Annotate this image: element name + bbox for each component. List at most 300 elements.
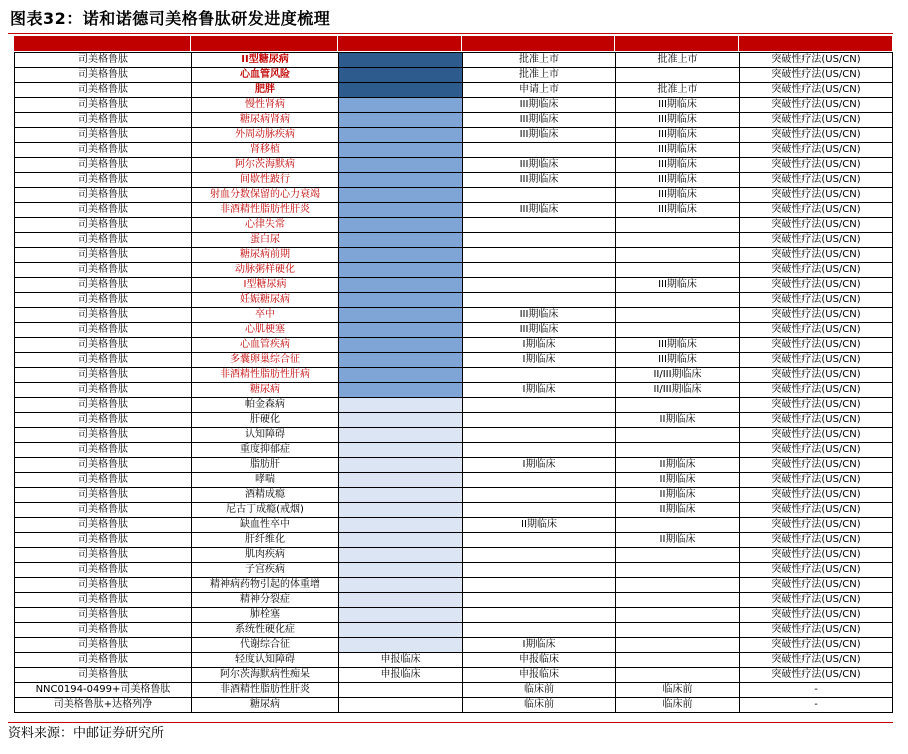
table-row: [15, 218, 893, 233]
header-cell-stage-c: [615, 36, 739, 51]
stage-cell-c: 批准上市: [616, 83, 740, 98]
indication-cell: 心血管疾病: [192, 338, 339, 353]
stage-cell-b: [463, 233, 616, 248]
stage-cell-b: II期临床: [463, 518, 616, 533]
indication-cell: 间歇性跛行: [192, 173, 339, 188]
source-note: 资料来源：中邮证券研究所: [8, 722, 893, 745]
table-row: [15, 563, 893, 578]
stage-cell-a: [339, 398, 463, 413]
table-row: [15, 473, 893, 488]
table-row: [15, 518, 893, 533]
stage-cell-a: [339, 278, 463, 293]
indication-cell: 哮喘: [192, 473, 339, 488]
stage-cell-a: [339, 638, 463, 653]
indication-cell: II型糖尿病: [192, 53, 339, 68]
drug-cell: 司美格鲁肽: [15, 548, 192, 563]
designation-cell: 突破性疗法(US/CN): [740, 218, 893, 233]
stage-cell-c: 临床前: [616, 698, 740, 713]
stage-cell-c: III期临床: [616, 158, 740, 173]
stage-cell-c: [616, 623, 740, 638]
designation-cell: 突破性疗法(US/CN): [740, 128, 893, 143]
stage-cell-c: III期临床: [616, 203, 740, 218]
indication-cell: 阿尔茨海默病: [192, 158, 339, 173]
table-row: [15, 443, 893, 458]
indication-cell: 肥胖: [192, 83, 339, 98]
drug-cell: 司美格鲁肽: [15, 638, 192, 653]
stage-cell-b: III期临床: [463, 323, 616, 338]
drug-cell: 司美格鲁肽: [15, 53, 192, 68]
drug-cell: 司美格鲁肽: [15, 98, 192, 113]
indication-cell: 肾移植: [192, 143, 339, 158]
table-row: [15, 278, 893, 293]
stage-cell-b: [463, 608, 616, 623]
stage-cell-a: [339, 143, 463, 158]
stage-cell-c: [616, 218, 740, 233]
designation-cell: 突破性疗法(US/CN): [740, 53, 893, 68]
stage-cell-b: [463, 413, 616, 428]
stage-cell-b: I期临床: [463, 638, 616, 653]
table-row: [15, 143, 893, 158]
indication-cell: 外周动脉疾病: [192, 128, 339, 143]
stage-cell-b: 申报临床: [463, 653, 616, 668]
stage-cell-a: 申报临床: [339, 668, 463, 683]
stage-cell-a: [339, 683, 463, 698]
table-header-bar: [14, 36, 892, 51]
stage-cell-a: [339, 623, 463, 638]
stage-cell-c: [616, 668, 740, 683]
stage-cell-a: [339, 173, 463, 188]
drug-cell: 司美格鲁肽: [15, 668, 192, 683]
stage-cell-a: [339, 608, 463, 623]
drug-cell: 司美格鲁肽: [15, 473, 192, 488]
drug-cell: 司美格鲁肽: [15, 623, 192, 638]
table-row: [15, 248, 893, 263]
designation-cell: 突破性疗法(US/CN): [740, 473, 893, 488]
indication-cell: 代谢综合征: [192, 638, 339, 653]
table-row: [15, 623, 893, 638]
stage-cell-b: III期临床: [463, 203, 616, 218]
stage-cell-c: III期临床: [616, 338, 740, 353]
designation-cell: 突破性疗法(US/CN): [740, 98, 893, 113]
indication-cell: 非酒精性脂肪性肝炎: [192, 683, 339, 698]
designation-cell: 突破性疗法(US/CN): [740, 158, 893, 173]
indication-cell: 阿尔茨海默病性痴呆: [192, 668, 339, 683]
stage-cell-a: [339, 53, 463, 68]
table-row: [15, 368, 893, 383]
stage-cell-b: [463, 593, 616, 608]
indication-cell: 系统性硬化症: [192, 623, 339, 638]
stage-cell-a: [339, 83, 463, 98]
stage-cell-b: III期临床: [463, 158, 616, 173]
designation-cell: 突破性疗法(US/CN): [740, 413, 893, 428]
stage-cell-a: [339, 113, 463, 128]
table-row: [15, 68, 893, 83]
indication-cell: 动脉粥样硬化: [192, 263, 339, 278]
drug-cell: 司美格鲁肽+达格列净: [15, 698, 192, 713]
indication-cell: 子宫疾病: [192, 563, 339, 578]
drug-cell: 司美格鲁肽: [15, 293, 192, 308]
indication-cell: 非酒精性脂肪性肝病: [192, 368, 339, 383]
indication-cell: 精神分裂症: [192, 593, 339, 608]
drug-cell: 司美格鲁肽: [15, 68, 192, 83]
indication-cell: 妊娠糖尿病: [192, 293, 339, 308]
designation-cell: 突破性疗法(US/CN): [740, 443, 893, 458]
drug-cell: 司美格鲁肽: [15, 143, 192, 158]
indication-cell: 多囊卵巢综合征: [192, 353, 339, 368]
indication-cell: 尼古丁成瘾(戒烟): [192, 503, 339, 518]
stage-cell-c: [616, 653, 740, 668]
table-row: [15, 173, 893, 188]
designation-cell: 突破性疗法(US/CN): [740, 458, 893, 473]
drug-cell: NNC0194-0499+司美格鲁肽: [15, 683, 192, 698]
indication-cell: 慢性肾病: [192, 98, 339, 113]
table-row: [15, 158, 893, 173]
designation-cell: 突破性疗法(US/CN): [740, 233, 893, 248]
stage-cell-a: [339, 383, 463, 398]
header-cell-drug: [14, 36, 191, 51]
designation-cell: 突破性疗法(US/CN): [740, 203, 893, 218]
stage-cell-c: III期临床: [616, 278, 740, 293]
drug-cell: 司美格鲁肽: [15, 593, 192, 608]
stage-cell-c: III期临床: [616, 113, 740, 128]
designation-cell: 突破性疗法(US/CN): [740, 578, 893, 593]
designation-cell: 突破性疗法(US/CN): [740, 263, 893, 278]
stage-cell-b: [463, 248, 616, 263]
designation-cell: 突破性疗法(US/CN): [740, 398, 893, 413]
table-row: [15, 458, 893, 473]
pipeline-table-body: [15, 53, 893, 713]
drug-cell: 司美格鲁肽: [15, 188, 192, 203]
table-row: [15, 503, 893, 518]
stage-cell-a: [339, 473, 463, 488]
stage-cell-c: II期临床: [616, 473, 740, 488]
stage-cell-c: II期临床: [616, 533, 740, 548]
stage-cell-c: 批准上市: [616, 53, 740, 68]
indication-cell: 蛋白尿: [192, 233, 339, 248]
table-row: [15, 308, 893, 323]
designation-cell: 突破性疗法(US/CN): [740, 143, 893, 158]
stage-cell-c: III期临床: [616, 353, 740, 368]
stage-cell-c: 临床前: [616, 683, 740, 698]
drug-cell: 司美格鲁肽: [15, 413, 192, 428]
stage-cell-c: [616, 443, 740, 458]
stage-cell-c: II期临床: [616, 458, 740, 473]
indication-cell: 肝纤维化: [192, 533, 339, 548]
stage-cell-c: [616, 638, 740, 653]
stage-cell-b: I期临床: [463, 383, 616, 398]
designation-cell: 突破性疗法(US/CN): [740, 83, 893, 98]
drug-cell: 司美格鲁肽: [15, 578, 192, 593]
stage-cell-c: III期临床: [616, 98, 740, 113]
table-row: [15, 188, 893, 203]
table-row: [15, 398, 893, 413]
drug-cell: 司美格鲁肽: [15, 353, 192, 368]
stage-cell-b: [463, 488, 616, 503]
drug-cell: 司美格鲁肽: [15, 83, 192, 98]
indication-cell: 缺血性卒中: [192, 518, 339, 533]
table-row: [15, 203, 893, 218]
stage-cell-c: [616, 68, 740, 83]
stage-cell-c: [616, 548, 740, 563]
indication-cell: 认知障碍: [192, 428, 339, 443]
stage-cell-a: [339, 233, 463, 248]
designation-cell: 突破性疗法(US/CN): [740, 623, 893, 638]
indication-cell: 精神病药物引起的体重增: [192, 578, 339, 593]
drug-cell: 司美格鲁肽: [15, 308, 192, 323]
stage-cell-a: [339, 68, 463, 83]
indication-cell: 肝硬化: [192, 413, 339, 428]
table-row: [15, 353, 893, 368]
designation-cell: 突破性疗法(US/CN): [740, 533, 893, 548]
stage-cell-a: [339, 218, 463, 233]
pipeline-table: [14, 52, 893, 713]
designation-cell: 突破性疗法(US/CN): [740, 638, 893, 653]
stage-cell-a: [339, 293, 463, 308]
designation-cell: 突破性疗法(US/CN): [740, 653, 893, 668]
stage-cell-a: [339, 308, 463, 323]
table-row: [15, 263, 893, 278]
drug-cell: 司美格鲁肽: [15, 278, 192, 293]
stage-cell-b: I期临床: [463, 353, 616, 368]
table-row: [15, 428, 893, 443]
table-row: [15, 98, 893, 113]
stage-cell-b: 临床前: [463, 683, 616, 698]
designation-cell: 突破性疗法(US/CN): [740, 548, 893, 563]
drug-cell: 司美格鲁肽: [15, 398, 192, 413]
drug-cell: 司美格鲁肽: [15, 503, 192, 518]
stage-cell-a: [339, 503, 463, 518]
table-row: [15, 128, 893, 143]
drug-cell: 司美格鲁肽: [15, 158, 192, 173]
stage-cell-b: I期临床: [463, 458, 616, 473]
stage-cell-b: [463, 533, 616, 548]
stage-cell-b: [463, 293, 616, 308]
table-row: [15, 53, 893, 68]
stage-cell-a: [339, 353, 463, 368]
stage-cell-c: [616, 578, 740, 593]
drug-cell: 司美格鲁肽: [15, 458, 192, 473]
stage-cell-c: II期临床: [616, 503, 740, 518]
indication-cell: 酒精成瘾: [192, 488, 339, 503]
drug-cell: 司美格鲁肽: [15, 608, 192, 623]
designation-cell: 突破性疗法(US/CN): [740, 563, 893, 578]
indication-cell: I型糖尿病: [192, 278, 339, 293]
drug-cell: 司美格鲁肽: [15, 518, 192, 533]
stage-cell-a: [339, 518, 463, 533]
table-row: [15, 338, 893, 353]
drug-cell: 司美格鲁肽: [15, 563, 192, 578]
indication-cell: 心肌梗塞: [192, 323, 339, 338]
stage-cell-b: [463, 398, 616, 413]
stage-cell-c: [616, 233, 740, 248]
designation-cell: 突破性疗法(US/CN): [740, 248, 893, 263]
table-row: [15, 668, 893, 683]
stage-cell-a: [339, 188, 463, 203]
designation-cell: 突破性疗法(US/CN): [740, 593, 893, 608]
drug-cell: 司美格鲁肽: [15, 203, 192, 218]
table-row: [15, 488, 893, 503]
drug-cell: 司美格鲁肽: [15, 428, 192, 443]
table-row: [15, 533, 893, 548]
designation-cell: 突破性疗法(US/CN): [740, 383, 893, 398]
stage-cell-b: [463, 143, 616, 158]
designation-cell: 突破性疗法(US/CN): [740, 608, 893, 623]
stage-cell-b: 临床前: [463, 698, 616, 713]
stage-cell-a: [339, 323, 463, 338]
stage-cell-c: [616, 563, 740, 578]
stage-cell-c: II/III期临床: [616, 368, 740, 383]
stage-cell-b: [463, 473, 616, 488]
stage-cell-c: [616, 398, 740, 413]
designation-cell: -: [740, 683, 893, 698]
indication-cell: 心血管风险: [192, 68, 339, 83]
stage-cell-b: 申报临床: [463, 668, 616, 683]
stage-cell-b: 批准上市: [463, 68, 616, 83]
stage-cell-b: [463, 263, 616, 278]
stage-cell-a: [339, 158, 463, 173]
table-row: [15, 323, 893, 338]
stage-cell-a: [339, 533, 463, 548]
stage-cell-a: [339, 443, 463, 458]
stage-cell-b: III期临床: [463, 308, 616, 323]
stage-cell-b: III期临床: [463, 128, 616, 143]
indication-cell: 帕金森病: [192, 398, 339, 413]
indication-cell: 轻度认知障碍: [192, 653, 339, 668]
stage-cell-b: [463, 443, 616, 458]
designation-cell: 突破性疗法(US/CN): [740, 68, 893, 83]
table-row: [15, 113, 893, 128]
stage-cell-b: [463, 563, 616, 578]
stage-cell-a: [339, 98, 463, 113]
indication-cell: 非酒精性脂肪性肝炎: [192, 203, 339, 218]
indication-cell: 卒中: [192, 308, 339, 323]
indication-cell: 糖尿病前期: [192, 248, 339, 263]
designation-cell: 突破性疗法(US/CN): [740, 278, 893, 293]
figure-title: 图表32：诺和诺德司美格鲁肽研发进度梳理: [10, 9, 331, 28]
table-row: [15, 83, 893, 98]
stage-cell-c: II期临床: [616, 488, 740, 503]
drug-cell: 司美格鲁肽: [15, 443, 192, 458]
drug-cell: 司美格鲁肽: [15, 173, 192, 188]
drug-cell: 司美格鲁肽: [15, 653, 192, 668]
table-row: [15, 683, 893, 698]
indication-cell: 糖尿病: [192, 698, 339, 713]
stage-cell-a: 申报临床: [339, 653, 463, 668]
table-row: [15, 293, 893, 308]
designation-cell: 突破性疗法(US/CN): [740, 353, 893, 368]
drug-cell: 司美格鲁肽: [15, 368, 192, 383]
stage-cell-b: 申请上市: [463, 83, 616, 98]
stage-cell-a: [339, 248, 463, 263]
table-row: [15, 578, 893, 593]
header-cell-stage-b: [462, 36, 615, 51]
designation-cell: 突破性疗法(US/CN): [740, 188, 893, 203]
stage-cell-c: [616, 593, 740, 608]
stage-cell-a: [339, 338, 463, 353]
designation-cell: 突破性疗法(US/CN): [740, 428, 893, 443]
stage-cell-c: [616, 518, 740, 533]
drug-cell: 司美格鲁肽: [15, 128, 192, 143]
designation-cell: 突破性疗法(US/CN): [740, 308, 893, 323]
drug-cell: 司美格鲁肽: [15, 383, 192, 398]
drug-cell: 司美格鲁肽: [15, 218, 192, 233]
indication-cell: 糖尿病: [192, 383, 339, 398]
drug-cell: 司美格鲁肽: [15, 263, 192, 278]
stage-cell-c: III期临床: [616, 128, 740, 143]
designation-cell: 突破性疗法(US/CN): [740, 668, 893, 683]
indication-cell: 射血分数保留的心力衰竭: [192, 188, 339, 203]
table-row: [15, 698, 893, 713]
stage-cell-c: [616, 293, 740, 308]
drug-cell: 司美格鲁肽: [15, 233, 192, 248]
indication-cell: 心律失常: [192, 218, 339, 233]
designation-cell: 突破性疗法(US/CN): [740, 518, 893, 533]
stage-cell-b: [463, 368, 616, 383]
stage-cell-c: III期临床: [616, 143, 740, 158]
stage-cell-a: [339, 593, 463, 608]
stage-cell-c: III期临床: [616, 188, 740, 203]
stage-cell-a: [339, 563, 463, 578]
stage-cell-b: III期临床: [463, 173, 616, 188]
indication-cell: 重度抑郁症: [192, 443, 339, 458]
stage-cell-b: III期临床: [463, 98, 616, 113]
designation-cell: 突破性疗法(US/CN): [740, 368, 893, 383]
stage-cell-a: [339, 458, 463, 473]
designation-cell: -: [740, 698, 893, 713]
stage-cell-a: [339, 698, 463, 713]
stage-cell-a: [339, 128, 463, 143]
designation-cell: 突破性疗法(US/CN): [740, 488, 893, 503]
stage-cell-b: [463, 428, 616, 443]
stage-cell-c: [616, 248, 740, 263]
stage-cell-b: [463, 278, 616, 293]
drug-cell: 司美格鲁肽: [15, 338, 192, 353]
table-row: [15, 383, 893, 398]
indication-cell: 肺栓塞: [192, 608, 339, 623]
designation-cell: 突破性疗法(US/CN): [740, 503, 893, 518]
header-cell-stage-a: [338, 36, 462, 51]
drug-cell: 司美格鲁肽: [15, 248, 192, 263]
indication-cell: 肌肉疾病: [192, 548, 339, 563]
stage-cell-a: [339, 368, 463, 383]
designation-cell: 突破性疗法(US/CN): [740, 338, 893, 353]
indication-cell: 脂肪肝: [192, 458, 339, 473]
stage-cell-b: [463, 218, 616, 233]
stage-cell-c: [616, 263, 740, 278]
stage-cell-a: [339, 578, 463, 593]
table-row: [15, 548, 893, 563]
title-divider: [8, 33, 893, 34]
stage-cell-c: [616, 428, 740, 443]
stage-cell-c: II/III期临床: [616, 383, 740, 398]
table-row: [15, 413, 893, 428]
stage-cell-b: III期临床: [463, 113, 616, 128]
stage-cell-a: [339, 263, 463, 278]
stage-cell-c: [616, 323, 740, 338]
designation-cell: 突破性疗法(US/CN): [740, 173, 893, 188]
stage-cell-c: III期临床: [616, 173, 740, 188]
stage-cell-b: [463, 623, 616, 638]
stage-cell-a: [339, 413, 463, 428]
drug-cell: 司美格鲁肽: [15, 488, 192, 503]
stage-cell-b: [463, 578, 616, 593]
indication-cell: 糖尿病肾病: [192, 113, 339, 128]
stage-cell-a: [339, 428, 463, 443]
table-row: [15, 653, 893, 668]
stage-cell-b: [463, 548, 616, 563]
designation-cell: 突破性疗法(US/CN): [740, 323, 893, 338]
stage-cell-a: [339, 203, 463, 218]
